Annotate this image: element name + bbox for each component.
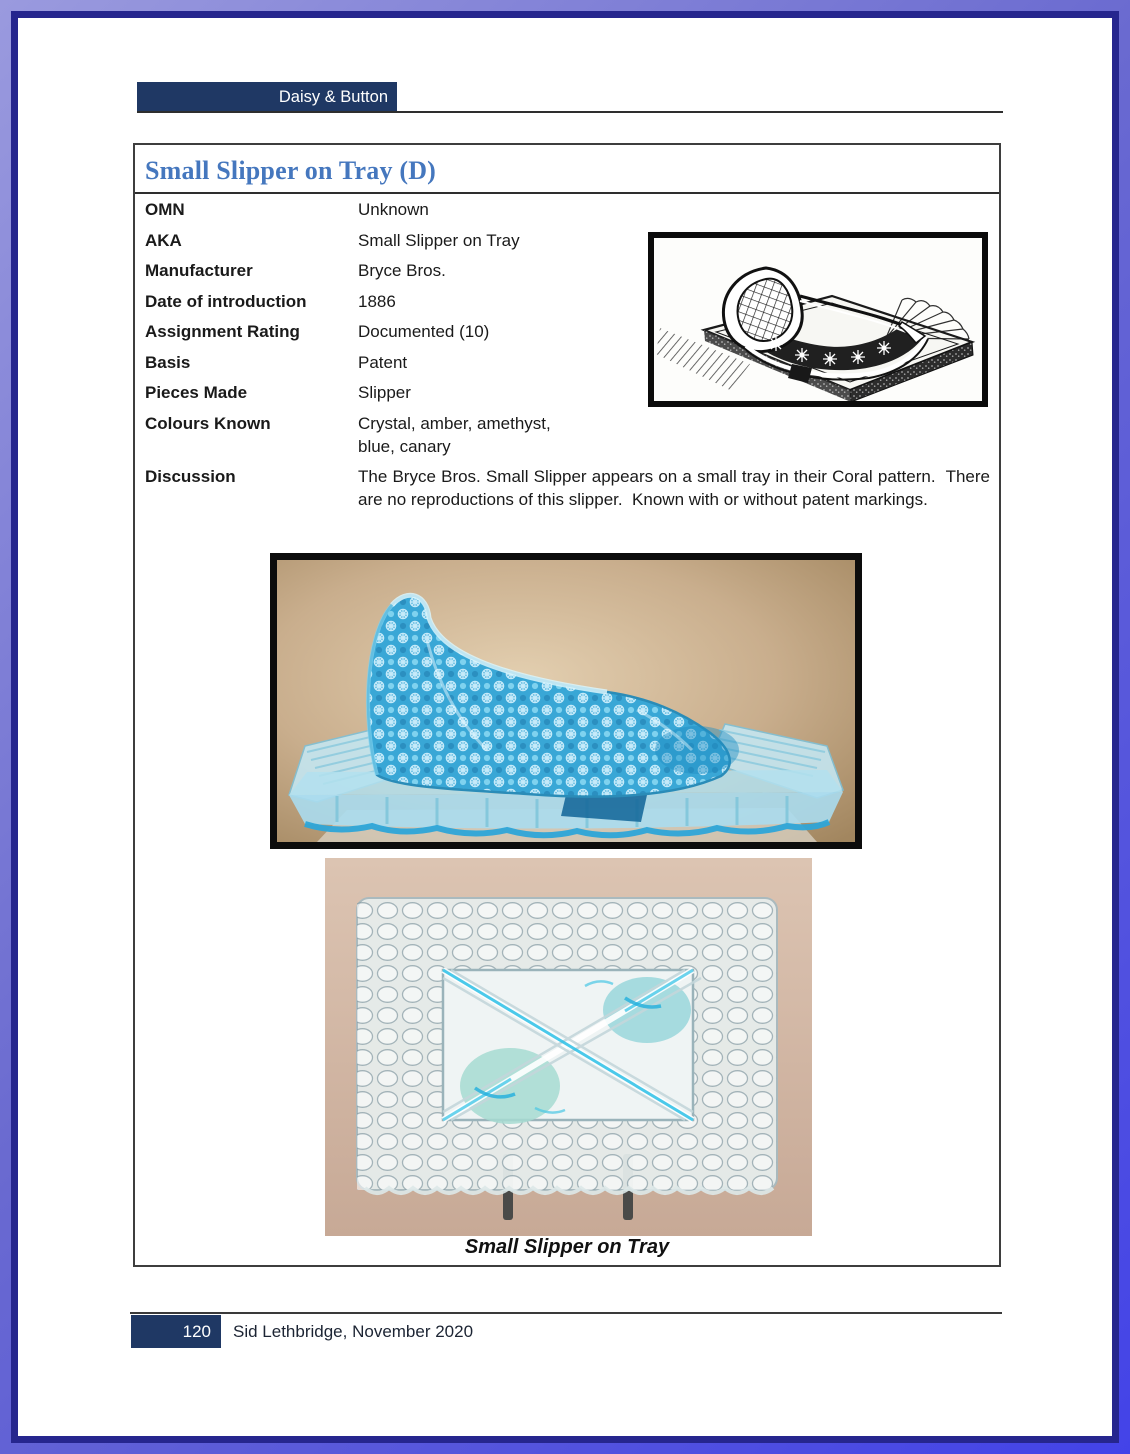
field-value: Slipper — [358, 383, 411, 402]
footer-credit: Sid Lethbridge, November 2020 — [233, 1321, 474, 1341]
field-value: Patent — [358, 352, 408, 372]
photo-caption: Small Slipper on Tray — [464, 1236, 670, 1258]
field-label: Colours Known — [145, 413, 271, 433]
pattern-header-tab — [137, 82, 397, 113]
field-value: Documented (10) — [358, 322, 490, 341]
article-box — [133, 143, 1001, 1267]
field-value: Small Slipper on Tray — [358, 230, 520, 250]
field-value: Bryce Bros. — [358, 261, 446, 280]
field-value: 1886 — [358, 291, 396, 311]
field-row-discussion — [145, 465, 995, 511]
header-rule — [137, 111, 1003, 113]
page-inner-frame — [11, 11, 1119, 1443]
page-number-badge — [131, 1315, 221, 1348]
catalogue-engraving-image — [654, 238, 982, 401]
photo-tray-top-figure — [325, 858, 812, 1236]
title-rule — [135, 192, 999, 194]
article-title: Small Slipper on Tray (D) — [145, 156, 437, 185]
field-value: The Bryce Bros. Small Slipper appears on a small tray in their Coral pattern. There are no reproductions of this slipper. Known with or without patent markings. — [358, 467, 995, 509]
field-label: Date of introduction — [145, 291, 307, 311]
field-label: Pieces Made — [145, 383, 248, 402]
photo-slipper-side-figure — [270, 553, 862, 849]
field-label: Basis — [145, 352, 191, 372]
field-label: Manufacturer — [145, 261, 253, 280]
catalogue-engraving-figure — [648, 232, 988, 407]
document-page — [18, 18, 1112, 1436]
photo-tray-top-image — [325, 858, 812, 1236]
field-row-colours — [145, 412, 990, 458]
photo-slipper-side-image — [277, 560, 855, 842]
field-row-omn — [145, 198, 990, 221]
page-number: 120 — [182, 1321, 211, 1341]
field-label: OMN — [145, 200, 185, 219]
pattern-name: Daisy & Button — [278, 88, 388, 106]
field-label: Assignment Rating — [145, 322, 300, 341]
footer-rule — [130, 1312, 1002, 1314]
field-value: Crystal, amber, amethyst, blue, canary — [358, 413, 551, 456]
field-label: AKA — [145, 230, 182, 250]
field-value: Unknown — [358, 200, 429, 219]
field-label: Discussion — [145, 467, 236, 486]
